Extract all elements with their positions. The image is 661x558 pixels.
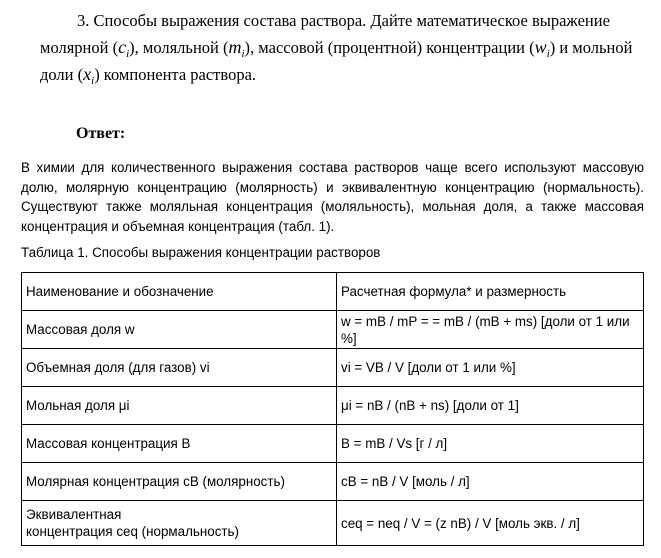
table-cell-name: Объемная доля (для газов) vi xyxy=(22,349,337,387)
table-cell-name xyxy=(22,501,337,546)
table-row xyxy=(22,387,644,425)
var-symbol: w xyxy=(534,37,547,57)
table-header-cell: Расчетная формула* и размерность xyxy=(337,273,644,311)
table-cell-formula: vi = VB / V [доли от 1 или %] xyxy=(337,349,644,387)
table-header-row xyxy=(22,273,644,311)
table-row xyxy=(22,501,644,546)
var-symbol: x xyxy=(83,64,92,84)
table-cell-name-line: концентрация сeq (нормальность) xyxy=(26,524,239,539)
var-mass-fraction xyxy=(534,37,550,60)
table-cell-name: Массовая концентрация B xyxy=(22,425,337,463)
question-text-fragment: ) компонента раствора. xyxy=(94,65,257,84)
table-cell-name: Мольная доля μi xyxy=(22,387,337,425)
table-cell-formula: w = mB / mP = = mB / (mB + ms) [доли от 1 или %] xyxy=(337,311,644,349)
answer-paragraph: В химии для количественного выражения состава растворов чаще всего используют массовую долю, молярную концентрацию (молярность) и эквивалентную концентрацию (нормальность). Существуют также моляльная концентрация (моляльность), мольная доля, а также массовая концентрация и объемная концентрация (табл. 1). xyxy=(21,160,644,234)
question-line-2 xyxy=(40,34,652,61)
table-cell-formula: cB = nB / V [моль / л] xyxy=(337,463,644,501)
question-text xyxy=(40,8,652,88)
var-subscript: i xyxy=(91,75,95,87)
answer-heading: Ответ: xyxy=(76,125,126,142)
question-text-fragment: доли ( xyxy=(40,65,84,84)
table-cell-formula: сeq = neq / V = (z nB) / V [моль экв. / л] xyxy=(337,501,644,546)
table-row xyxy=(22,425,644,463)
question-text-fragment: ), моляльной ( xyxy=(129,38,229,57)
var-subscript: i xyxy=(241,48,245,60)
var-symbol: m xyxy=(228,37,242,57)
table-caption: Таблица 1. Способы выражения концентрации растворов xyxy=(21,245,381,260)
var-molality xyxy=(228,37,245,60)
question-line-3 xyxy=(40,61,652,88)
var-subscript: i xyxy=(126,48,130,60)
var-mole-fraction xyxy=(83,64,95,87)
var-molar-concentration xyxy=(118,37,130,60)
question-text-fragment: молярной ( xyxy=(40,38,119,57)
question-line-1: 3. Способы выражения состава раствора. Дайте математическое выражение xyxy=(77,11,610,30)
var-subscript: i xyxy=(546,48,550,60)
table-cell-formula: B = mB / Vs [г / л] xyxy=(337,425,644,463)
table-cell-formula: μi = nB / (nB + ns) [доли от 1] xyxy=(337,387,644,425)
var-symbol: c xyxy=(118,37,127,57)
question-text-fragment: ) и мольной xyxy=(549,38,633,57)
table-row xyxy=(22,311,644,349)
table-cell-name-line: Эквивалентная xyxy=(26,507,122,522)
table-row xyxy=(22,349,644,387)
table-cell-name: Молярная концентрация cB (молярность) xyxy=(22,463,337,501)
table-header-cell: Наименование и обозначение xyxy=(22,273,337,311)
question-text-fragment: ), массовой (процентной) концентрации ( xyxy=(244,38,535,57)
concentration-table xyxy=(21,272,644,546)
table-cell-name: Массовая доля w xyxy=(22,311,337,349)
table-row xyxy=(22,463,644,501)
